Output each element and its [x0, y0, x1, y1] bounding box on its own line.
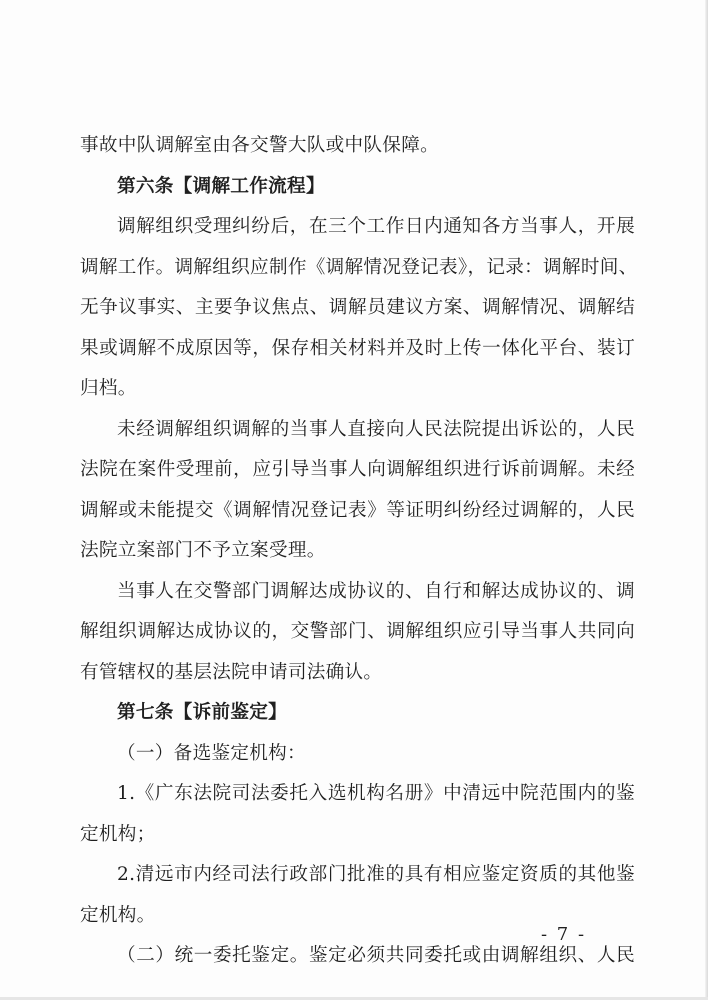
text-line: 定机构。	[80, 904, 156, 926]
text-line: 法院立案部门不予立案受理。	[80, 540, 326, 561]
text-line: 归档。	[80, 378, 137, 399]
text-line: （一）备选鉴定机构：	[117, 742, 306, 764]
text-line: 调解组织受理纠纷后，在三个工作日内通知各方当事人，开展	[117, 216, 635, 237]
text-line: 1.《广东法院司法委托入选机构名册》中清远中院范围内的鉴	[117, 783, 635, 804]
text-line: 有管辖权的基层法院申请司法确认。	[80, 661, 383, 683]
text-line: 调解工作。调解组织应制作《调解情况登记表》，记录：调解时间、	[80, 256, 638, 278]
text-line: （二）统一委托鉴定。鉴定必须共同委托或由调解组织、人民	[117, 945, 635, 966]
text-line: 未经调解组织调解的当事人直接向人民法院提出诉讼的，人民	[117, 418, 635, 440]
text-line: 法院在案件受理前，应引导当事人向调解组织进行诉前调解。未经	[80, 459, 635, 480]
text-line: 当事人在交警部门调解达成协议的、自行和解达成协议的、调	[117, 580, 635, 602]
text-line: 果或调解不成原因等，保存相关材料并及时上传一体化平台、装订	[80, 337, 635, 359]
text-line: 定机构；	[80, 823, 156, 845]
text-line: 事故中队调解室由各交警大队或中队保障。	[80, 135, 439, 156]
document-body	[80, 126, 638, 977]
section-heading: 第七条【诉前鉴定】	[117, 702, 288, 723]
text-line: 调解或未能提交《调解情况登记表》等证明纠纷经过调解的，人民	[80, 499, 635, 521]
text-line: 解组织调解达成协议的，交警部门、调解组织应引导当事人共同向	[80, 621, 635, 642]
text-line: 无争议事实、主要争议焦点、调解员建议方案、调解情况、调解结	[80, 297, 635, 318]
section-heading: 第六条【调解工作流程】	[117, 175, 325, 197]
text-line: 2.清远市内经司法行政部门批准的具有相应鉴定资质的其他鉴	[117, 864, 635, 885]
page-number: - 7 -	[541, 924, 587, 945]
